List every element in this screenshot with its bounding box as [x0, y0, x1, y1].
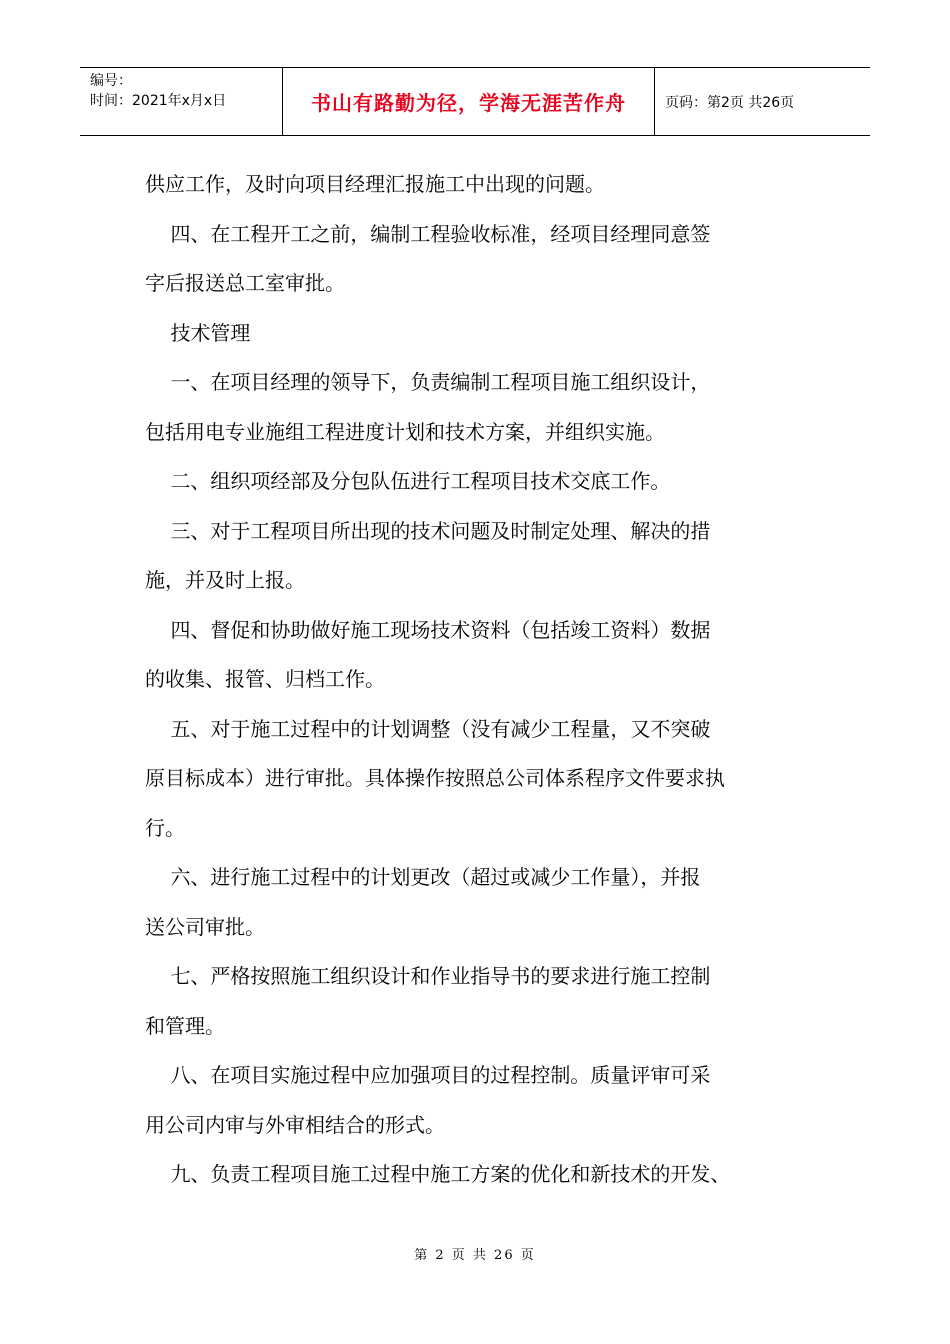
page-footer: 第 2 页 共 26 页	[414, 1248, 536, 1263]
paragraph-line: 二、组织项经部及分包队伍进行工程项目技术交底工作。	[145, 469, 671, 493]
paragraph-line: 原目标成本）进行审批。具体操作按照总公司体系程序文件要求执	[145, 766, 725, 790]
paragraph-line: 九、负责工程项目施工过程中施工方案的优化和新技术的开发、	[145, 1162, 731, 1186]
paragraph-line: 供应工作，及时向项目经理汇报施工中出现的问题。	[145, 172, 605, 196]
paragraph-line: 包括用电专业施组工程进度计划和技术方案，并组织实施。	[145, 419, 665, 444]
paragraph-line: 送公司审批。	[145, 914, 265, 939]
date-label: 时间：2021年x月x日	[90, 93, 227, 109]
body-text	[145, 160, 835, 1200]
paragraph-line: 的收集、报管、归档工作。	[145, 667, 385, 691]
paragraph-line: 和管理。	[145, 1013, 225, 1038]
paragraph-line: 施，并及时上报。	[145, 568, 305, 592]
serial-number-label: 编号：	[90, 73, 132, 89]
paragraph-line: 六、进行施工过程中的计划更改（超过或减少工作量），并报	[145, 865, 701, 889]
paragraph-line: 一、在项目经理的领导下，负责编制工程项目施工组织设计，	[145, 370, 711, 394]
document-header	[80, 67, 870, 136]
paragraph-line: 行。	[145, 815, 185, 840]
paragraph-line: 八、在项目实施过程中应加强项目的过程控制。质量评审可采	[145, 1063, 711, 1087]
header-meta-cell	[80, 68, 283, 135]
paragraph-line: 五、对于施工过程中的计划调整（没有减少工程量，又不突破	[145, 716, 711, 741]
header-page-info: 页码：第2页 共26页	[665, 94, 795, 111]
paragraph-line: 字后报送总工室审批。	[145, 271, 345, 295]
paragraph-line: 七、严格按照施工组织设计和作业指导书的要求进行施工控制	[145, 964, 711, 988]
paragraph-line: 三、对于工程项目所出现的技术问题及时制定处理、解决的措	[145, 518, 711, 543]
section-heading: 技术管理	[145, 320, 251, 345]
paragraph-line: 用公司内审与外审相结合的形式。	[145, 1112, 445, 1137]
header-motto: 书山有路勤为径，学海无涯苦作舟	[283, 68, 655, 135]
paragraph-line: 四、在工程开工之前，编制工程验收标准，经项目经理同意签	[145, 221, 711, 246]
paragraph-line: 四、督促和协助做好施工现场技术资料（包括竣工资料）数据	[145, 617, 711, 642]
